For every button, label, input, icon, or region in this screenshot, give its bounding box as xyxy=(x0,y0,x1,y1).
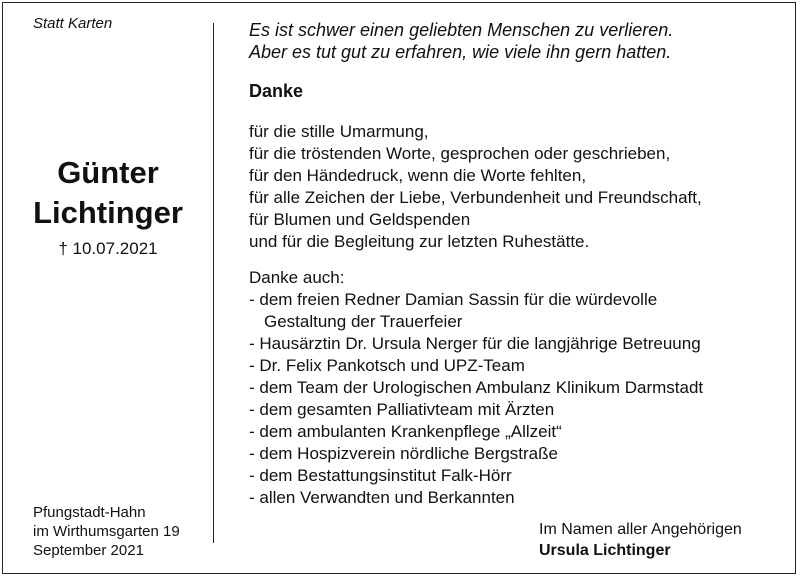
deceased-last-name: Lichtinger xyxy=(33,195,183,230)
thanks-line: für die tröstenden Worte, gesprochen oder geschrieben, xyxy=(249,144,671,163)
also-heading: Danke auch: xyxy=(249,268,345,287)
also-line: - dem freien Redner Damian Sassin für die würdevolle xyxy=(249,290,658,309)
statt-karten-label: Statt Karten xyxy=(33,15,113,32)
thanks-line: für den Händedruck, wenn die Worte fehlten, xyxy=(249,166,587,185)
thanks-list xyxy=(249,121,702,253)
quote xyxy=(249,19,673,63)
left-column xyxy=(3,3,213,573)
address-line: im Wirthumsgarten 19 xyxy=(33,523,180,540)
address-block xyxy=(33,503,180,560)
signer-name: Ursula Lichtinger xyxy=(539,542,671,559)
thanks-line: für Blumen und Geldspenden xyxy=(249,210,471,229)
column-divider xyxy=(213,23,214,543)
deceased-first-name: Günter xyxy=(57,155,159,190)
also-line: Gestaltung der Trauerfeier xyxy=(264,312,463,331)
thanks-line: und für die Begleitung zur letzten Ruhestätte. xyxy=(249,232,590,251)
also-line: - dem Hospizverein nördliche Bergstraße xyxy=(249,444,558,463)
signature-line: Im Namen aller Angehörigen xyxy=(539,521,742,538)
also-line: - dem ambulanten Krankenpflege „Allzeit“ xyxy=(249,422,562,441)
address-line: September 2021 xyxy=(33,542,144,559)
also-line: - allen Verwandten und Berkannten xyxy=(249,488,515,507)
notice-frame xyxy=(2,2,796,574)
quote-line: Aber es tut gut zu erfahren, wie viele ihn gern hatten. xyxy=(249,42,672,62)
signature-block xyxy=(539,519,742,561)
also-line: - dem Bestattungsinstitut Falk-Hörr xyxy=(249,466,512,485)
also-line: - dem Team der Urologischen Ambulanz Klinikum Darmstadt xyxy=(249,378,704,397)
also-line: - Hausärztin Dr. Ursula Nerger für die langjährige Betreuung xyxy=(249,334,701,353)
also-thanks-list xyxy=(249,267,703,509)
also-line: - Dr. Felix Pankotsch und UPZ-Team xyxy=(249,356,525,375)
death-date: † 10.07.2021 xyxy=(58,239,158,258)
quote-line: Es ist schwer einen geliebten Menschen zu verlieren. xyxy=(249,20,674,40)
also-line: - dem gesamten Palliativteam mit Ärzten xyxy=(249,400,555,419)
thanks-line: für alle Zeichen der Liebe, Verbundenheit und Freundschaft, xyxy=(249,188,702,207)
thanks-line: für die stille Umarmung, xyxy=(249,122,429,141)
danke-heading: Danke xyxy=(249,81,304,101)
address-line: Pfungstadt-Hahn xyxy=(33,504,146,521)
